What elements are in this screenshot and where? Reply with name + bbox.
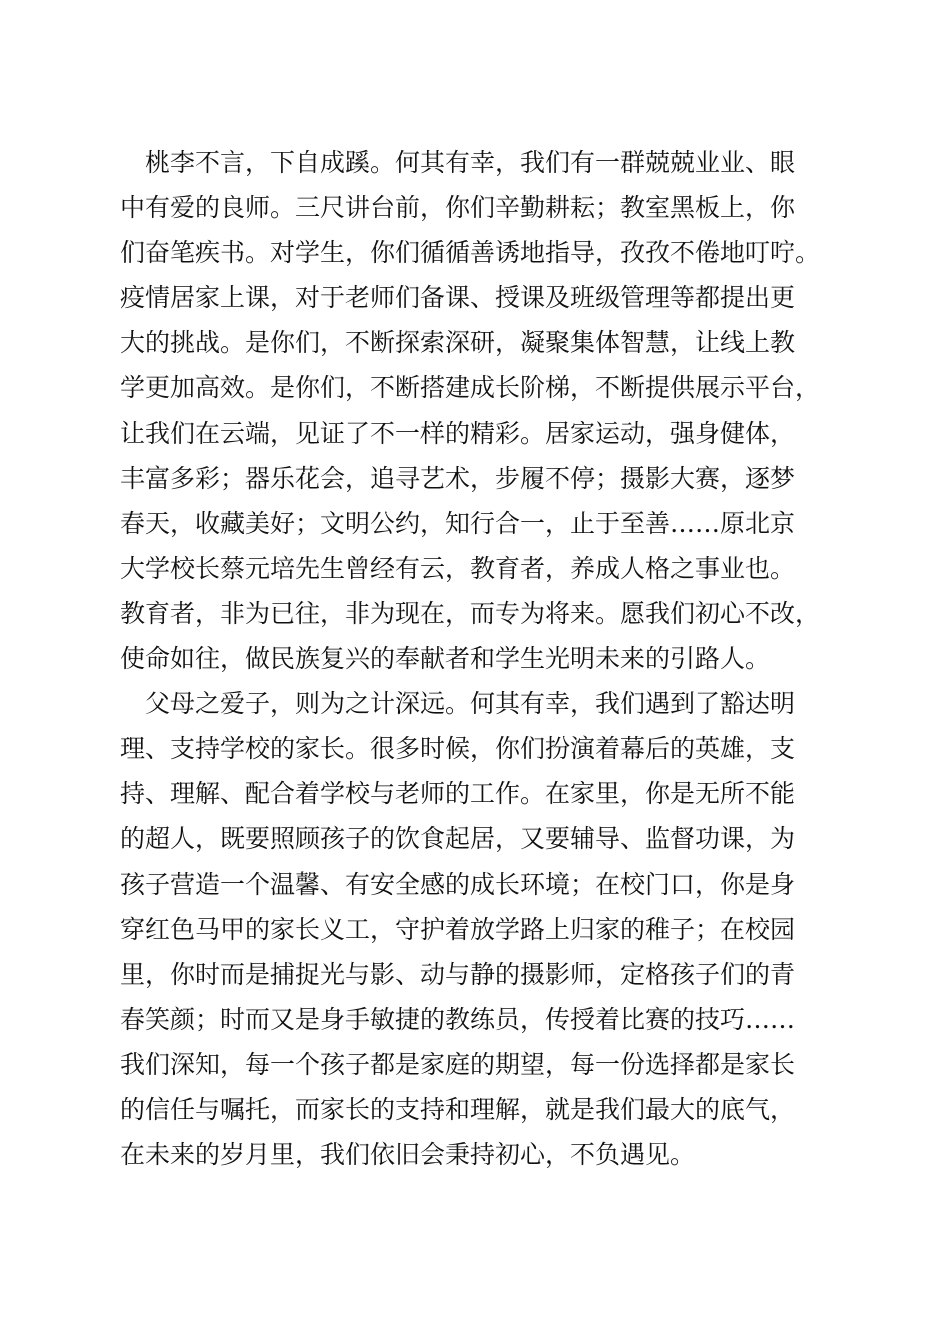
- text-line: 穿红色马甲的家长义工，守护着放学路上归家的稚子；在校园: [120, 915, 796, 944]
- text-line: 在未来的岁月里，我们依旧会秉持初心，不负遇见。: [120, 1140, 696, 1169]
- text-line: 理、支持学校的家长。很多时候，你们扮演着幕后的英雄，支: [120, 734, 796, 763]
- text-line: 让我们在云端，见证了不一样的精彩。居家运动，强身健体，: [120, 419, 796, 448]
- text-line: 里，你时而是捕捉光与影、动与静的摄影师，定格孩子们的青: [120, 960, 796, 989]
- text-line: 桃李不言，下自成蹊。何其有幸，我们有一群兢兢业业、眼: [120, 148, 796, 177]
- text-line: 的超人，既要照顾孩子的饮食起居，又要辅导、监督功课，为: [120, 824, 796, 853]
- text-line: 持、理解、配合着学校与老师的工作。在家里，你是无所不能: [120, 779, 796, 808]
- text-line: 们奋笔疾书。对学生，你们循循善诱地指导，孜孜不倦地叮咛。: [120, 238, 821, 267]
- text-line: 教育者，非为已往，非为现在，而专为将来。愿我们初心不改，: [120, 599, 821, 628]
- text-line: 大学校长蔡元培先生曾经有云，教育者，养成人格之事业也。: [120, 554, 796, 583]
- text-line: 我们深知，每一个孩子都是家庭的期望，每一份选择都是家长: [120, 1050, 796, 1079]
- text-line: 父母之爱子，则为之计深远。何其有幸，我们遇到了豁达明: [120, 689, 796, 718]
- text-line: 丰富多彩；器乐花会，追寻艺术，步履不停；摄影大赛，逐梦: [120, 464, 796, 493]
- text-line: 学更加高效。是你们，不断搭建成长阶梯，不断提供展示平台，: [120, 373, 821, 402]
- text-line: 疫情居家上课，对于老师们备课、授课及班级管理等都提出更: [120, 283, 796, 312]
- text-line: 孩子营造一个温馨、有安全感的成长环境；在校门口，你是身: [120, 870, 796, 899]
- text-line: 春笑颜；时而又是身手敏捷的教练员，传授着比赛的技巧……: [120, 1005, 796, 1034]
- text-line: 的信任与嘱托，而家长的支持和理解，就是我们最大的底气，: [120, 1095, 796, 1124]
- text-line: 大的挑战。是你们，不断探索深研，凝聚集体智慧，让线上教: [120, 328, 796, 357]
- text-line: 中有爱的良师。三尺讲台前，你们辛勤耕耘；教室黑板上，你: [120, 193, 796, 222]
- text-line: 春天，收藏美好；文明公约，知行合一，止于至善……原北京: [120, 509, 796, 538]
- text-line: 使命如往，做民族复兴的奉献者和学生光明未来的引路人。: [120, 644, 771, 673]
